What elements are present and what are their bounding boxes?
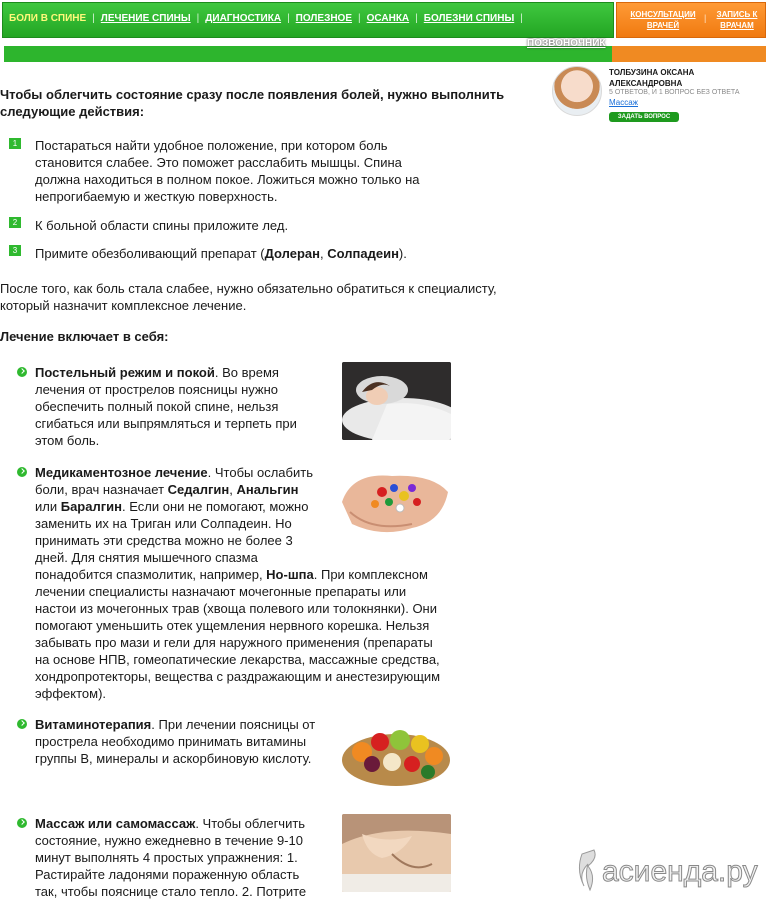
item-title: Витаминотерапия <box>35 717 152 732</box>
check-bullet-icon <box>17 818 27 828</box>
after-steps-text <box>0 280 520 314</box>
drug-name: Солпадеин <box>327 246 399 261</box>
treatment-heading: Лечение включает в себя: <box>0 329 169 344</box>
consultations-line2: ВРАЧЕЙ <box>646 21 680 30</box>
item-line: обеспечить полный покой спине, нельзя <box>35 399 279 414</box>
drug-name: Седалгин <box>167 482 230 497</box>
item-text: . При комплексном <box>313 567 428 582</box>
step-line: становится слабее. Это поможет расслабить мышцы. Спина <box>35 155 402 170</box>
pills-in-hands-photo <box>342 462 451 542</box>
check-bullet-icon <box>17 367 27 377</box>
sleeping-woman-image <box>342 362 451 440</box>
item-line: группы В, минералы и аскорбиновую кислоту. <box>35 751 312 766</box>
treatment-item-vitamins <box>35 716 335 767</box>
step-number: 3 <box>9 245 21 256</box>
nav-item-useful[interactable]: ПОЛЕЗНОЕ <box>295 13 353 24</box>
item-line: на основе НПВ, гомеопатические лекарства, массажные средства, <box>35 652 440 667</box>
subnav-accent-bar <box>612 46 766 62</box>
step-1-text <box>35 137 435 205</box>
drug-name: Долеран <box>264 246 321 261</box>
drug-name: Баралгин <box>60 499 122 514</box>
item-line: настои из мочегонных трав (хвоща полевого или толокнянки). Они <box>35 601 437 616</box>
nav-item-posture[interactable]: ОСАНКА <box>366 13 410 24</box>
appointment-line1: ЗАПИСЬ К <box>716 10 758 19</box>
doctor-name[interactable]: ТОЛБУЗИНА ОКСАНА АЛЕКСАНДРОВНА <box>609 68 695 88</box>
item-line: принимать эти средства можно не более 3 <box>35 533 293 548</box>
nav-item-diseases[interactable]: БОЛЕЗНИ СПИНЫ <box>423 13 515 24</box>
item-line: дней. Для снятия мышечного спазма <box>35 550 258 565</box>
item-text: . Если они не помогают, можно <box>122 499 309 514</box>
consult-nav <box>616 2 766 38</box>
item-line: состояние, нужно ежедневно в течение 9-10 <box>35 833 303 848</box>
sleeping-woman-photo <box>342 362 451 440</box>
back-massage-photo <box>342 814 451 892</box>
nav-item-back-pain[interactable]: БОЛИ В СПИНЕ <box>9 13 87 24</box>
appointment-line2: ВРАЧАМ <box>720 21 754 30</box>
item-text: . Чтобы ослабить <box>207 465 313 480</box>
item-line: этом боль. <box>35 433 100 448</box>
site-watermark-logo <box>574 846 764 896</box>
item-line: заменить их на Триган или Солпадеин. Но <box>35 516 292 531</box>
intro-text: Чтобы облегчить состояние сразу после появления болей, нужно выполнить следующие действия: <box>0 87 505 119</box>
nav-separator: | <box>92 13 95 24</box>
subnav-bar <box>4 46 612 62</box>
drug-name: Анальгин <box>236 482 299 497</box>
fruit-image <box>342 712 451 792</box>
step-text: , <box>320 246 328 261</box>
item-line: лечения от прострелов поясницы нужно <box>35 382 279 397</box>
step-line: должна находиться в полном покое. Ложиться можно только на <box>35 172 420 187</box>
nav-separator: | <box>704 13 707 23</box>
nav-item-diagnostics[interactable]: ДИАГНОСТИКА <box>205 13 282 24</box>
item-text: , <box>229 482 237 497</box>
avatar[interactable] <box>552 66 602 116</box>
doctor-stats: 5 ОТВЕТОВ, И 1 ВОПРОС БЕЗ ОТВЕТА <box>609 89 740 96</box>
check-bullet-icon <box>17 719 27 729</box>
step-line: непрогибаемую и жесткую поверхность. <box>35 189 278 204</box>
massage-image <box>342 814 451 892</box>
item-line: помогают уменьшить отек ущемления нервного корешка. Нельзя <box>35 618 430 633</box>
item-line: лечении специалисты назначают мочегонные препараты или <box>35 584 407 599</box>
item-text: или <box>35 499 61 514</box>
consultations-link[interactable] <box>625 9 701 31</box>
item-line: хондропротекторы, вещества с раздражающим и анестезирующим <box>35 669 441 684</box>
step-2-text <box>35 217 435 234</box>
consultations-line1: КОНСУЛЬТАЦИИ <box>630 10 696 19</box>
step-line: Постараться найти удобное положение, при котором боль <box>35 138 388 153</box>
para-line: который назначит комплексное лечение. <box>0 298 247 313</box>
nav-items <box>9 13 529 24</box>
item-line: забывать про мази и гели для наружного применения (препараты <box>35 635 433 650</box>
step-text: ). <box>398 246 407 261</box>
step-number: 1 <box>9 138 21 149</box>
nav-item-treatment[interactable]: ЛЕЧЕНИЕ СПИНЫ <box>100 13 191 24</box>
step-number: 2 <box>9 217 21 228</box>
treatment-item-massage <box>35 815 335 900</box>
item-title: Массаж или самомассаж <box>35 816 196 831</box>
nav-separator: | <box>287 13 290 24</box>
item-line: минут выполнять 4 простых упражнения: 1. <box>35 850 298 865</box>
appointment-link[interactable] <box>711 9 763 31</box>
ask-question-button[interactable]: ЗАДАТЬ ВОПРОС <box>609 112 679 122</box>
nav-item-spine[interactable]: ПОЗВОНОЧНИК <box>527 38 606 49</box>
para-line: После того, как боль стала слабее, нужно обязательно обратиться к специалисту, <box>0 281 497 296</box>
nav-separator: | <box>196 13 200 24</box>
item-title: Медикаментозное лечение <box>35 465 208 480</box>
item-text: . Чтобы облегчить <box>195 816 306 831</box>
item-line: так, чтобы пояснице стало тепло. 2. Потрите <box>35 884 307 899</box>
item-text: . Во время <box>214 365 279 380</box>
item-text: понадобится спазмолитик, например, <box>35 567 267 582</box>
item-title: Постельный режим и покой <box>35 365 215 380</box>
step-line: К больной области спины приложите лед. <box>35 218 289 233</box>
treatment-item-bed-rest <box>35 364 335 449</box>
watermark-text: асиенда.ру <box>602 855 758 888</box>
fruit-bowl-photo <box>342 712 451 792</box>
drug-name: Но-шпа <box>266 567 314 582</box>
doctor-specialty-link[interactable]: Массаж <box>609 98 639 107</box>
check-bullet-icon <box>17 467 27 477</box>
main-nav <box>2 2 614 38</box>
item-text: . При лечении поясницы от <box>151 717 316 732</box>
step-3-text <box>35 245 435 262</box>
item-line: эффектом). <box>35 686 107 701</box>
pills-image <box>342 462 451 542</box>
nav-separator: | <box>520 13 523 24</box>
step-text: Примите обезболивающий препарат ( <box>35 246 265 261</box>
item-line: прострела необходимо принимать витамины <box>35 734 307 749</box>
nav-separator: | <box>415 13 418 24</box>
item-line: Растирайте ладонями пораженную область <box>35 867 300 882</box>
item-line: сгибаться или выпрямляться и терпеть при <box>35 416 297 431</box>
item-text: боли, врач назначает <box>35 482 168 497</box>
nav-separator: | <box>358 13 361 24</box>
